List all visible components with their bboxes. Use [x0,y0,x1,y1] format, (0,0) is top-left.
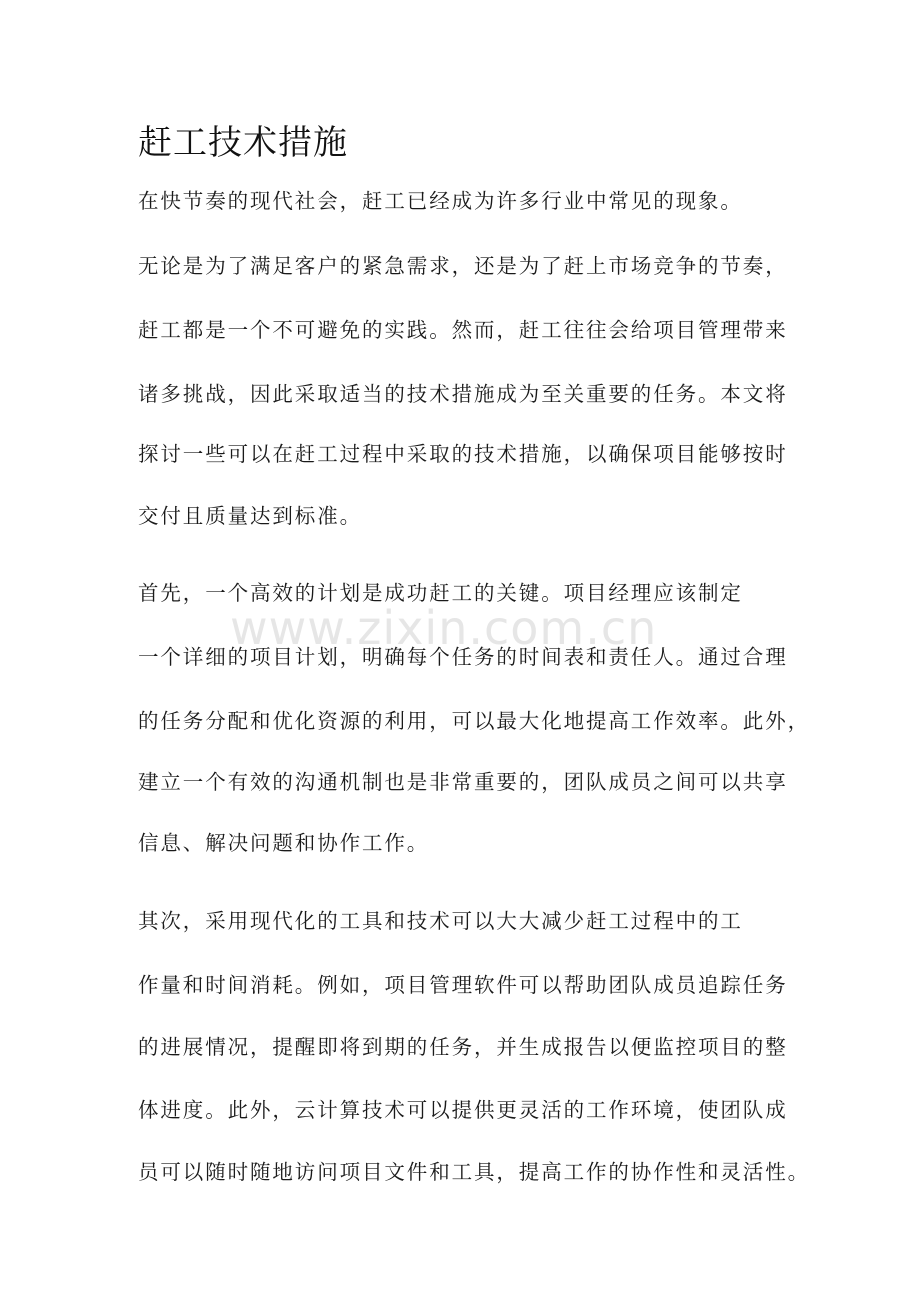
paragraph-line: 建立一个有效的沟通机制也是非常重要的，团队成员之间可以共享 [138,770,788,794]
watermark: www.zixin.com.cn [230,601,658,655]
paragraph-line: 作量和时间消耗。例如，项目管理软件可以帮助团队成员追踪任务 [138,973,788,997]
paragraph-line: 的任务分配和优化资源的利用，可以最大化地提高工作效率。此外， [138,709,810,733]
paragraph-line: 信息、解决问题和协作工作。 [138,831,430,855]
paragraph-line: 首先，一个高效的计划是成功赶工的关键。项目经理应该制定 [138,581,743,605]
paragraph-line: 一个详细的项目计划，明确每个任务的时间表和责任人。通过合理 [138,645,788,669]
paragraph-line: 体进度。此外，云计算技术可以提供更灵活的工作环境，使团队成 [138,1098,788,1122]
paragraph-line: 在快节奏的现代社会，赶工已经成为许多行业中常见的现象。 [138,189,743,213]
paragraph-line: 探讨一些可以在赶工过程中采取的技术措施，以确保项目能够按时 [138,442,788,466]
paragraph-line: 无论是为了满足客户的紧急需求，还是为了赶上市场竞争的节奏， [138,254,788,278]
paragraph-line: 员可以随时随地访问项目文件和工具，提高工作的协作性和灵活性。 [138,1160,810,1184]
paragraph-line: 诸多挑战，因此采取适当的技术措施成为至关重要的任务。本文将 [138,382,788,406]
paragraph-line: 赶工都是一个不可避免的实践。然而，赶工往往会给项目管理带来 [138,318,788,342]
paragraph-line: 的进展情况，提醒即将到期的任务，并生成报告以便监控项目的整 [138,1035,788,1059]
document-title: 赶工技术措施 [138,123,348,163]
paragraph-line: 交付且质量达到标准。 [138,504,362,528]
paragraph-line: 其次，采用现代化的工具和技术可以大大减少赶工过程中的工 [138,909,743,933]
